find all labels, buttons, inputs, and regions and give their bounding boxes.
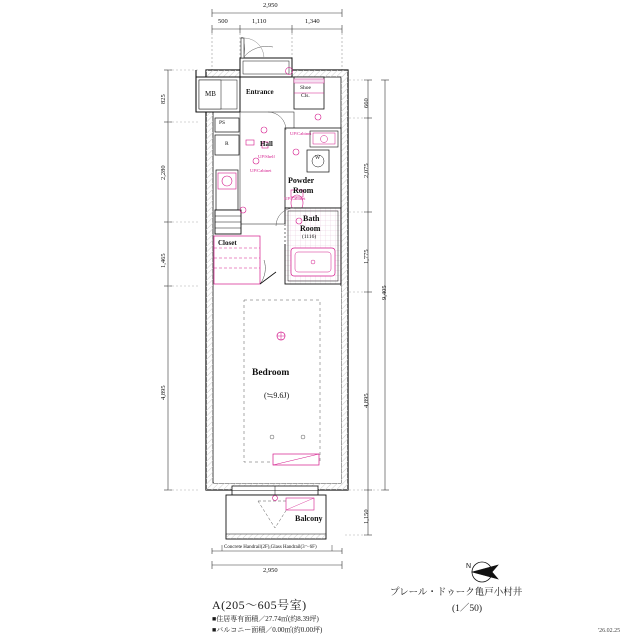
room-label-bedroom: Bedroom — [252, 368, 290, 378]
dim-left-4895: 4,895 — [160, 385, 167, 400]
building-name: プレール・ドゥーク亀戸小村井 — [390, 588, 523, 598]
dim-right-4895: 4,895 — [363, 393, 370, 408]
room-label-w: W — [315, 155, 321, 161]
dim-top-seg-2: 1,110 — [252, 18, 267, 25]
room-label-mb: MB — [205, 90, 216, 98]
spec-area-balcony: ■バルコニー面積／0.00㎡(約0.00坪) — [212, 626, 323, 634]
room-label-entrance: Entrance — [246, 88, 274, 96]
label-up-cabinet-mid: UP/Cabinet — [250, 168, 272, 173]
dim-right-2075: 2,075 — [363, 163, 370, 178]
dim-left-2280: 2,280 — [160, 165, 167, 180]
dim-right-1775: 1,775 — [363, 249, 370, 264]
dim-right-total: 9,405 — [381, 285, 388, 300]
drawing-date: '26.02.25 — [598, 628, 621, 634]
room-label-closet: Closet — [218, 239, 237, 247]
room-label-hall: Hall — [260, 140, 273, 148]
label-up-cabinet-low: UP/Cabinet — [284, 196, 306, 201]
room-label-shoe-cls-line2: Cls. — [301, 93, 310, 99]
plan-scale: (1／50) — [452, 604, 483, 614]
north-label: N — [466, 563, 472, 570]
room-label-balcony: Balcony — [295, 514, 323, 523]
handrail-note: Concrete Handrail(2F),Glass Handrail(3〜6F) — [224, 545, 317, 550]
spec-area-room: ■住居専有面積／27.74㎡(約8.39坪) — [212, 615, 319, 623]
dim-right-660: 660 — [363, 98, 370, 108]
dim-bottom-total: 2,950 — [263, 567, 278, 574]
label-up-cabinet-top: UP/Cabinet — [290, 131, 312, 136]
dim-left-1465: 1,465 — [160, 253, 167, 268]
north-arrow-icon — [472, 562, 498, 582]
room-label-bedroom-size: (≒9.6J) — [264, 391, 290, 400]
room-label-r: R — [225, 141, 229, 147]
room-label-powder-line2: Room — [293, 186, 314, 195]
label-up-shelf: UP/Shelf — [258, 154, 275, 159]
dim-top-seg-1: 500 — [218, 18, 228, 25]
dim-top-total: 2,950 — [263, 2, 278, 9]
room-label-shoe-cls-line1: Shoe — [300, 85, 311, 91]
plan-title: A(205〜605号室) — [212, 598, 307, 612]
room-label-bath-line2: Room — [300, 224, 321, 233]
dim-top-seg-3: 1,340 — [305, 18, 320, 25]
room-label-bath-line1: Bath — [303, 214, 320, 223]
dim-left-825: 825 — [160, 94, 167, 104]
room-label-ps: PS — [219, 120, 226, 126]
dim-right-1150: 1,150 — [363, 509, 370, 524]
room-label-bath-size: (1116) — [302, 234, 317, 240]
room-label-powder-line1: Powder — [288, 176, 315, 185]
